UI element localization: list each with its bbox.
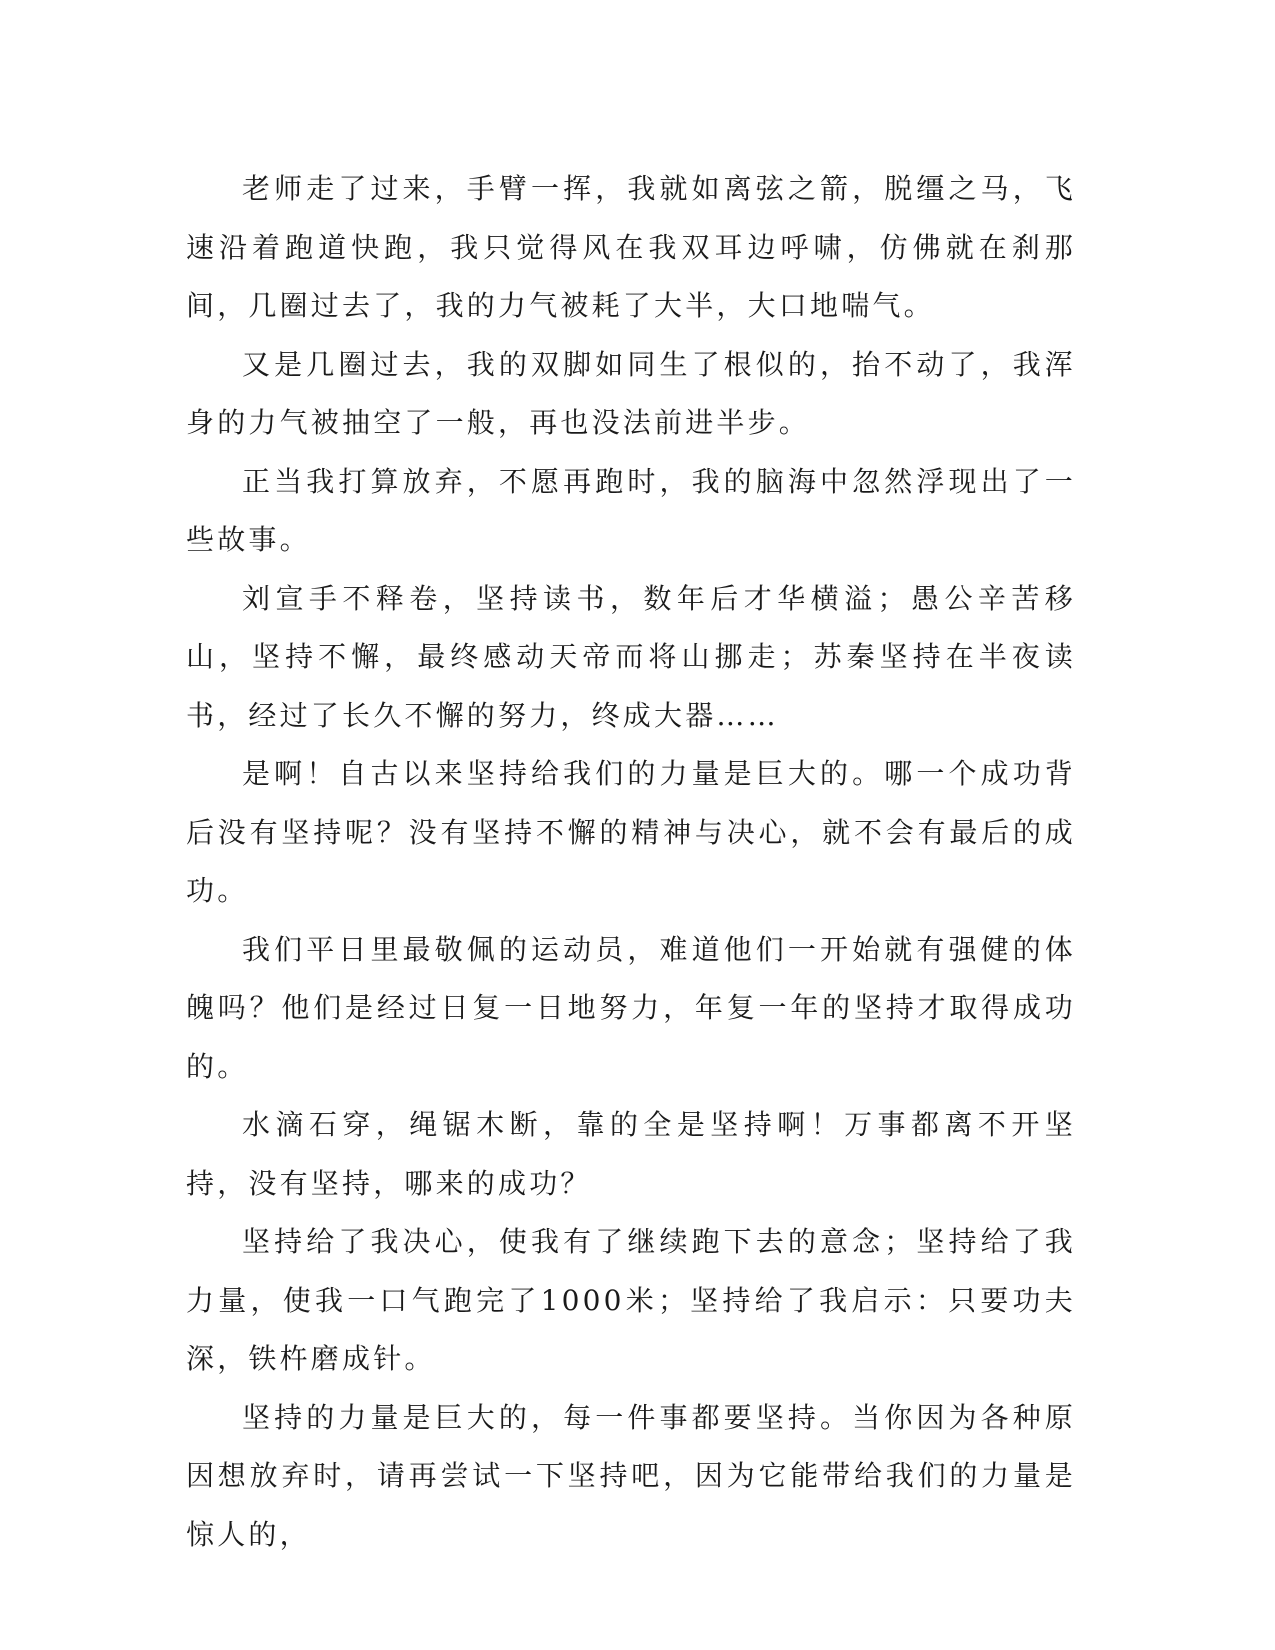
paragraph: 是啊！自古以来坚持给我们的力量是巨大的。哪一个成功背后没有坚持呢？没有坚持不懈的精神与决心，就不会有最后的成功。 — [186, 757, 1076, 907]
paragraph: 又是几圈过去，我的双脚如同生了根似的，抬不动了，我浑身的力气被抽空了一般，再也没法前进半步。 — [186, 347, 1076, 439]
essay-body — [186, 160, 1076, 1564]
paragraph: 老师走了过来，手臂一挥，我就如离弦之箭，脱缰之马，飞速沿着跑道快跑，我只觉得风在我双耳边呼啸，仿佛就在刹那间，几圈过去了，我的力气被耗了大半，大口地喘气。 — [186, 172, 1076, 322]
paragraph: 水滴石穿，绳锯木断，靠的全是坚持啊！万事都离不开坚持，没有坚持，哪来的成功？ — [186, 1108, 1076, 1200]
paragraph: 正当我打算放弃，不愿再跑时，我的脑海中忽然浮现出了一些故事。 — [186, 464, 1076, 556]
paragraph: 坚持给了我决心，使我有了继续跑下去的意念；坚持给了我力量，使我一口气跑完了1000米；坚持给了我启示：只要功夫深，铁杵磨成针。 — [186, 1225, 1076, 1375]
paragraph: 刘宣手不释卷，坚持读书，数年后才华横溢；愚公辛苦移山，坚持不懈，最终感动天帝而将山挪走；苏秦坚持在半夜读书，经过了长久不懈的努力，终成大器…… — [186, 581, 1076, 732]
paragraph: 坚持的力量是巨大的，每一件事都要坚持。当你因为各种原因想放弃时，请再尝试一下坚持吧，因为它能带给我们的力量是惊人的， — [186, 1400, 1076, 1551]
paragraph: 我们平日里最敬佩的运动员，难道他们一开始就有强健的体魄吗？他们是经过日复一日地努力，年复一年的坚持才取得成功的。 — [186, 932, 1076, 1083]
